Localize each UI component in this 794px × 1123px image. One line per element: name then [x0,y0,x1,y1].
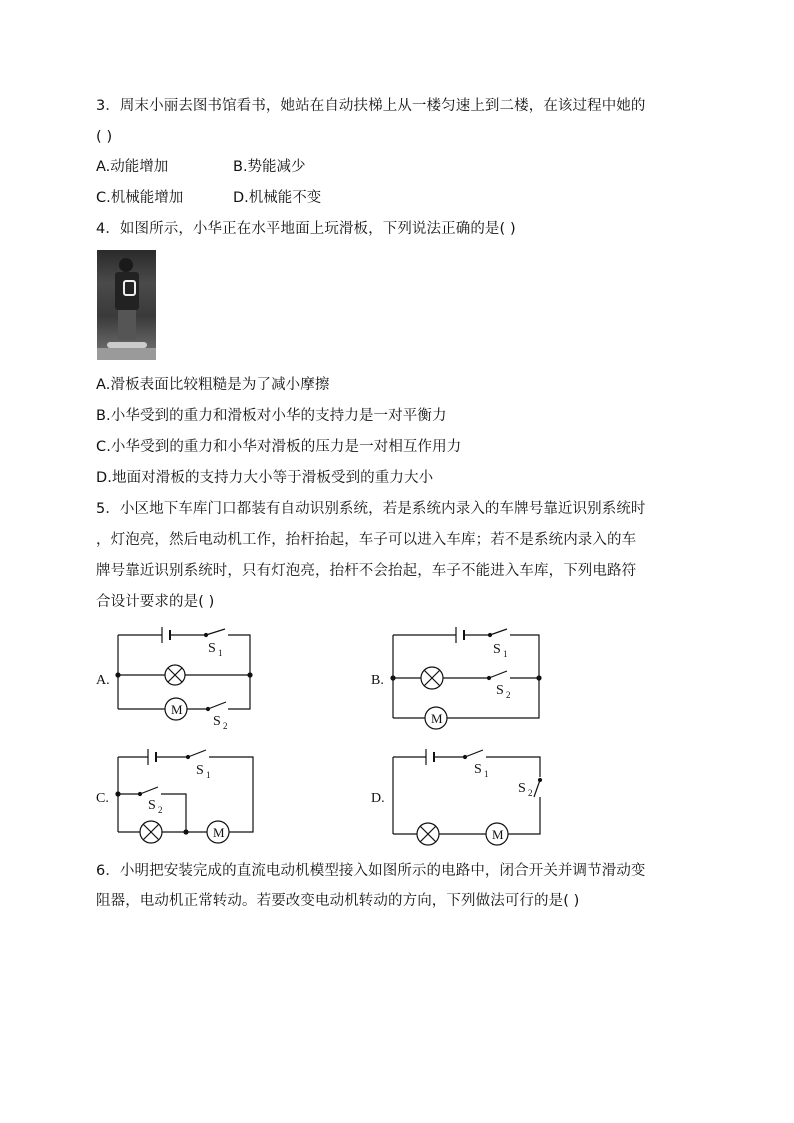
circuit-d-s2: S [518,781,526,796]
circuit-d [393,749,542,845]
q3-stem-line2: ( ) [96,129,113,145]
q5-stem-line2: ，灯泡亮，然后电动机工作，抬杆抬起，车子可以进入车库；若不是系统内录入的车 [96,532,637,548]
q3-option-c: C.机械能增加 [96,190,184,206]
circuit-c-s1-sub: 1 [206,770,211,780]
circuit-a-s1-sub: 1 [218,648,223,658]
circuit-c-motor-label: M [213,825,225,840]
q3-option-a: A.动能增加 [96,159,169,175]
circuit-b-s2-sub: 2 [506,690,511,700]
circuit-c-s2: S [148,798,156,813]
circuit-b-motor-label: M [431,711,443,726]
circuit-c [116,749,253,843]
q3-stem-line1: 3．周末小丽去图书馆看书，她站在自动扶梯上从一楼匀速上到二楼，在该过程中她的 [96,98,646,114]
circuit-a-s2: S [213,714,221,729]
circuit-b [391,627,541,729]
circuit-c-label: C. [96,791,109,806]
q6-stem-line2: 阻器，电动机正常转动。若要改变电动机转动的方向，下列做法可行的是( ) [96,893,580,909]
q4-option-b: B.小华受到的重力和滑板对小华的支持力是一对平衡力 [96,408,447,424]
circuit-d-s2-sub: 2 [528,788,533,798]
circuit-a-label: A. [96,673,110,688]
circuit-a-s1: S [208,641,216,656]
q4-option-d: D.地面对滑板的支持力大小等于滑板受到的重力大小 [96,470,434,486]
circuit-b-s1-sub: 1 [503,649,508,659]
q5-stem-line4: 合设计要求的是( ) [96,594,215,610]
q4-option-c: C.小华受到的重力和小华对滑板的压力是一对相互作用力 [96,439,462,455]
q4-option-a: A.滑板表面比较粗糙是为了减小摩擦 [96,377,330,393]
q4-stem: 4．如图所示，小华正在水平地面上玩滑板，下列说法正确的是( ) [96,221,516,237]
q5-stem-line1: 5．小区地下车库门口都装有自动识别系统，若是系统内录入的车牌号靠近识别系统时 [96,501,646,517]
circuit-a-s2-sub: 2 [223,721,228,731]
q5-stem-line3: 牌号靠近识别系统时，只有灯泡亮，抬杆不会抬起，车子不能进入车库，下列电路符 [96,563,637,579]
circuit-d-motor-label: M [492,827,504,842]
circuit-b-s1: S [493,642,501,657]
q3-option-d: D.机械能不变 [233,190,322,206]
circuit-c-s2-sub: 2 [158,805,163,815]
q3-option-b: B.势能减少 [233,159,306,175]
circuit-b-label: B. [371,673,384,688]
circuit-a [116,627,252,720]
circuit-c-s1: S [196,763,204,778]
circuit-a-motor-label: M [171,702,183,717]
circuit-d-s1: S [474,762,482,777]
q6-stem-line1: 6．小明把安装完成的直流电动机模型接入如图所示的电路中，闭合开关并调节滑动变 [96,863,646,879]
circuit-b-s2: S [496,683,504,698]
circuit-d-label: D. [371,791,385,806]
circuit-d-s1-sub: 1 [484,769,489,779]
